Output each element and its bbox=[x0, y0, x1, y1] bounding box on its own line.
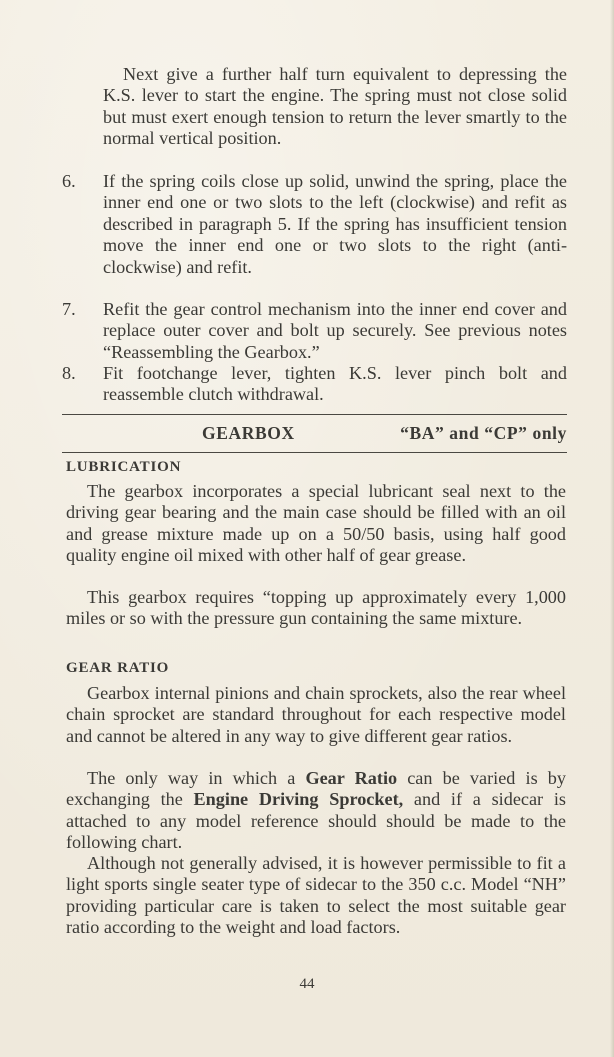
gear-ratio-paragraph-1: Gearbox internal pinions and chain sprockets, also the rear wheel chain sprocket are standard throughout for each respective model and cannot be altered in any way to give different gear ratios. bbox=[66, 683, 566, 746]
step-text: Fit footchange lever, tighten K.S. lever pinch bolt and reassemble clutch withdrawal. bbox=[103, 363, 567, 405]
page-number: 44 bbox=[299, 976, 315, 992]
lubrication-paragraph-2: This gearbox requires “topping up approximately every 1,000 miles or so with the pressure gun containing the same mixture. bbox=[66, 587, 566, 629]
gear-ratio-heading: GEAR RATIO bbox=[66, 660, 170, 676]
section-title-gearbox: GEARBOX bbox=[202, 423, 295, 443]
section-title-models: “BA” and “CP” only bbox=[400, 423, 567, 443]
gear-ratio-p2-text-d: and if a sidecar is attached to any model reference should should be made to the following chart. bbox=[66, 789, 566, 853]
gear-ratio-p2-text-c: can be varied is by exchanging the bbox=[66, 768, 566, 810]
gear-ratio-p2-text-a: The only way in which a bbox=[87, 768, 306, 788]
section-title bbox=[62, 423, 567, 447]
continued-paragraph: Next give a further half turn equivalent to depressing the K.S. lever to start the engine. The spring must not close solid but must exert enough tension to return the lever smartly to the normal vertical position. bbox=[103, 64, 567, 149]
step-number: 8. bbox=[62, 363, 76, 383]
section-rule-top bbox=[62, 414, 567, 415]
gear-ratio-paragraph-3: Although not generally advised, it is however permissible to fit a light sports single seater type of sidecar to the 350 c.c. Model “NH” providing particular care is taken to select the most suitable gear ratio according to the weight and load factors. bbox=[66, 853, 566, 938]
lubrication-paragraph-1: The gearbox incorporates a special lubricant seal next to the driving gear bearing and the main case should be filled with an oil and grease mixture made up on a 50/50 basis, using half good quality engine oil mixed with other half of gear grease. bbox=[66, 481, 566, 566]
gear-ratio-term: Gear Ratio bbox=[305, 768, 398, 788]
step-text: If the spring coils close up solid, unwind the spring, place the inner end one or two slots to the left (clockwise) and refit as described in paragraph 5. If the spring has insufficient tension move the inner end one or two slots to the right (anti-clockwise) and refit. bbox=[103, 171, 567, 277]
step-number: 7. bbox=[62, 299, 76, 319]
gear-ratio-paragraph-2 bbox=[66, 768, 566, 854]
step-text: Refit the gear control mechanism into the inner end cover and replace outer cover and bolt up securely. See previous notes “Reassembling the Gearbox.” bbox=[103, 299, 567, 362]
section-rule-bottom bbox=[62, 452, 567, 453]
page-edge-shadow bbox=[610, 0, 614, 1057]
step-number: 6. bbox=[62, 171, 76, 191]
engine-driving-sprocket-term: Engine Driving Sprocket, bbox=[193, 789, 404, 810]
lubrication-heading: LUBRICATION bbox=[66, 459, 182, 475]
